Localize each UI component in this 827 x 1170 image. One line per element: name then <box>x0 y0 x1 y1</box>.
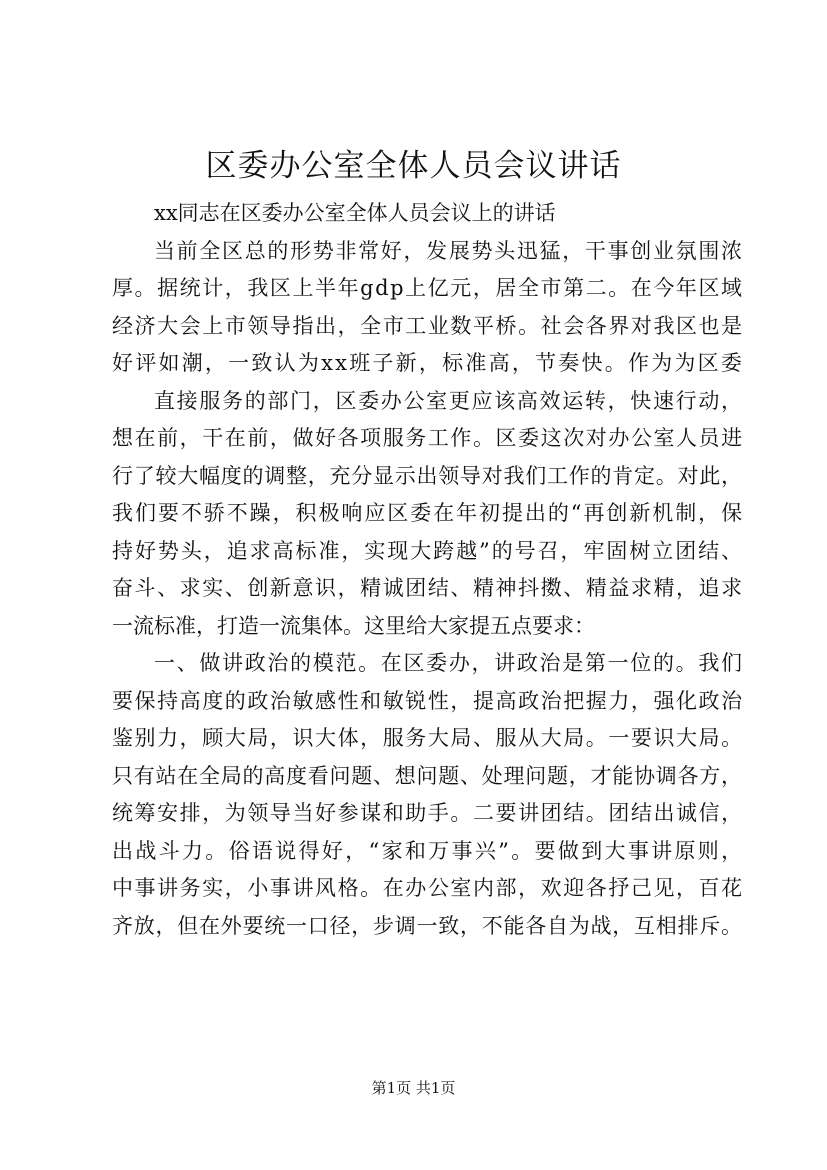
document-title: 区委办公室全体人员会议讲话 <box>205 148 622 184</box>
text-line: 只有站在全局的高度看问题、想问题、处理问题，才能协调各方， <box>112 763 743 788</box>
text-line: 奋斗、求实、创新意识，精诚团结、精神抖擞、精益求精，追求 <box>112 576 744 600</box>
text-line: 经济大会上市领导指出，全市工业数平桥。社会各界对我区也是 <box>112 313 744 338</box>
text-line: 行了较大幅度的调整，充分显示出领导对我们工作的肯定。对此， <box>112 463 743 488</box>
text-line: 厚。据统计，我区上半年gdp上亿元，居全市第二。在今年区域 <box>112 276 744 300</box>
text-line: 当前全区总的形势非常好，发展势头迅猛，干事创业氛围浓 <box>154 238 744 263</box>
text-line: 我们要不骄不躁，积极响应区委在年初提出的“再创新机制，保 <box>112 501 745 525</box>
text-line: 出战斗力。俗语说得好，“家和万事兴”。要做到大事讲原则， <box>112 838 745 863</box>
text-line: 直接服务的部门，区委办公室更应该高效运转，快速行动， <box>154 388 744 413</box>
text-line: 齐放，但在外要统一口径，步调一致，不能各自为战，互相排斥。 <box>112 913 743 938</box>
text-line: 一、做讲政治的模范。在区委办，讲政治是第一位的。我们 <box>154 651 744 675</box>
text-line: xx同志在区委办公室全体人员会议上的讲话 <box>154 201 556 225</box>
text-line: 好评如潮，一致认为xx班子新，标准高，节奏快。作为为区委 <box>112 351 745 375</box>
document-body <box>112 195 745 945</box>
text-line: 要保持高度的政治敏感性和敏锐性，提高政治把握力，强化政治 <box>112 688 744 713</box>
text-line: 中事讲务实，小事讲风格。在办公室内部，欢迎各抒己见，百花 <box>112 876 744 900</box>
page-footer: 第1页 共1页 <box>371 1079 456 1097</box>
text-line: 想在前，干在前，做好各项服务工作。区委这次对办公室人员进 <box>112 426 744 450</box>
text-line: 持好势头，追求高标准，实现大跨越”的号召，牢固树立团结、 <box>112 538 745 563</box>
text-line: 一流标准，打造一流集体。这里给大家提五点要求： <box>112 613 595 638</box>
text-line: 统筹安排，为领导当好参谋和助手。二要讲团结。团结出诚信， <box>112 801 744 825</box>
text-line: 鉴别力，顾大局，识大体，服务大局、服从大局。一要识大局。 <box>112 726 744 750</box>
